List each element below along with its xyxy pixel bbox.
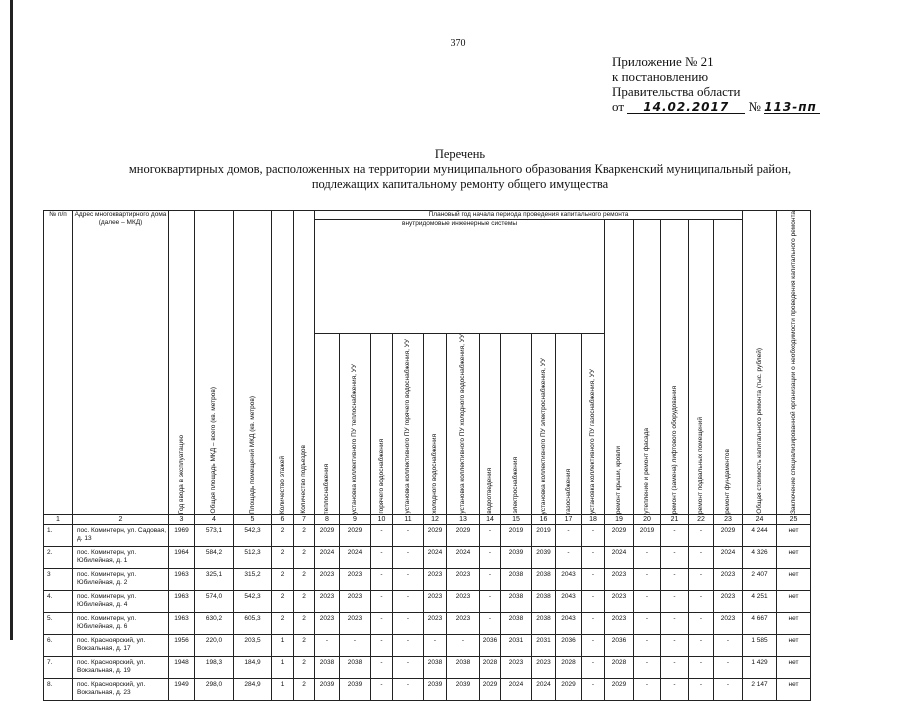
table-cell: -	[393, 679, 424, 701]
table-cell: 2043	[556, 591, 582, 613]
address-cell: пос. Коминтерн, ул. Юбилейная, д. 1	[73, 547, 169, 569]
table-cell: -	[480, 613, 501, 635]
table-cell: -	[689, 613, 714, 635]
table-cell: 573,1	[195, 525, 234, 547]
col-num: 19	[605, 515, 634, 525]
table-cell: -	[714, 657, 743, 679]
col-num: 8	[315, 515, 340, 525]
table-cell: 284,9	[234, 679, 272, 701]
row-number-cell: 8.	[44, 679, 73, 701]
table-cell: 4 667	[743, 613, 777, 635]
table-cell: 1964	[169, 547, 195, 569]
table-row	[44, 525, 811, 547]
header-electricity: электроснабжения	[501, 334, 532, 515]
table-cell: 2	[294, 613, 315, 635]
table-cell: -	[689, 547, 714, 569]
table-cell: 2029	[424, 525, 447, 547]
table-cell: -	[634, 679, 661, 701]
table-cell: 2024	[424, 547, 447, 569]
table-cell: -	[371, 613, 393, 635]
table-cell: -	[371, 635, 393, 657]
address-cell: пос. Коминтерн, ул. Юбилейная, д. 6	[73, 613, 169, 635]
table-cell: нет	[777, 547, 811, 569]
table-cell: -	[582, 635, 605, 657]
table-cell: -	[634, 591, 661, 613]
col-num: 13	[447, 515, 480, 525]
table-cell: -	[371, 525, 393, 547]
table-cell: -	[393, 547, 424, 569]
address-cell: пос. Коминтерн, ул. Юбилейная, д. 4	[73, 591, 169, 613]
address-cell: пос. Красноярский, ул. Вокзальная, д. 17	[73, 635, 169, 657]
header-basement: ремонт подвальных помещений	[689, 220, 714, 515]
table-cell: -	[393, 657, 424, 679]
header-foundation: ремонт фундаментов	[714, 220, 743, 515]
table-cell: 2036	[605, 635, 634, 657]
table-cell: 542,3	[234, 591, 272, 613]
table-cell: -	[689, 679, 714, 701]
header-conclusion: Заключение специализированной организации о необходимости проведения капитального ремонта	[777, 211, 811, 515]
table-cell: -	[714, 635, 743, 657]
table-cell: 1	[272, 657, 294, 679]
table-cell: 2038	[447, 657, 480, 679]
table-cell: -	[661, 547, 689, 569]
title-line-1: Перечень	[434, 147, 486, 161]
appendix-line-3: Правительства области	[612, 84, 741, 99]
col-num: 10	[371, 515, 393, 525]
table-cell: 2023	[315, 569, 340, 591]
table-cell: нет	[777, 613, 811, 635]
table-cell: 1969	[169, 525, 195, 547]
col-num: 16	[532, 515, 556, 525]
table-cell: -	[556, 525, 582, 547]
table-cell: 2039	[315, 679, 340, 701]
table-cell: -	[582, 679, 605, 701]
table-cell: 2024	[501, 679, 532, 701]
table-cell: 2028	[556, 657, 582, 679]
table-cell: 2039	[424, 679, 447, 701]
table-cell: 2	[272, 569, 294, 591]
table-cell: 2024	[605, 547, 634, 569]
table-cell: 220,0	[195, 635, 234, 657]
table-cell: 2039	[447, 679, 480, 701]
table-cell: -	[393, 613, 424, 635]
table-cell: -	[661, 657, 689, 679]
page-number: 370	[450, 38, 466, 49]
table-cell: нет	[777, 591, 811, 613]
col-num: 14	[480, 515, 501, 525]
table-cell: 2019	[634, 525, 661, 547]
table-cell: -	[393, 525, 424, 547]
table-cell: 2043	[556, 569, 582, 591]
table-cell: -	[582, 569, 605, 591]
table-cell: -	[315, 635, 340, 657]
col-num: 23	[714, 515, 743, 525]
table-cell: 2024	[714, 547, 743, 569]
col-num: 4	[195, 515, 234, 525]
table-cell: 315,2	[234, 569, 272, 591]
table-cell: 2038	[501, 591, 532, 613]
table-cell: -	[371, 569, 393, 591]
table-cell: 2024	[315, 547, 340, 569]
col-num: 21	[661, 515, 689, 525]
header-drainage: водоотведения	[480, 334, 501, 515]
address-cell: пос. Коминтерн, ул. Садовая, д. 13	[73, 525, 169, 547]
table-cell: 2023	[714, 569, 743, 591]
col-num: 5	[234, 515, 272, 525]
table-cell: -	[689, 569, 714, 591]
table-cell: -	[371, 547, 393, 569]
table-cell: 2029	[714, 525, 743, 547]
table-cell: 542,3	[234, 525, 272, 547]
table-cell: 2023	[501, 657, 532, 679]
table-cell: 584,2	[195, 547, 234, 569]
table-cell: 2023	[605, 591, 634, 613]
table-cell: 2	[272, 547, 294, 569]
table-cell: 2029	[315, 525, 340, 547]
table-cell: 2023	[340, 591, 371, 613]
header-gas: газоснабжения	[556, 334, 582, 515]
table-cell: 2	[294, 569, 315, 591]
table-cell: -	[424, 635, 447, 657]
table-cell: 1963	[169, 569, 195, 591]
appendix-line-2: к постановлению	[612, 69, 709, 84]
table-cell: -	[340, 635, 371, 657]
header-roof: ремонт крыши, кровли	[605, 220, 634, 515]
col-num: 7	[294, 515, 315, 525]
header-hot-water: горячего водоснабжения	[371, 334, 393, 515]
table-cell: 2038	[532, 591, 556, 613]
table-cell: 198,3	[195, 657, 234, 679]
table-cell: 1948	[169, 657, 195, 679]
row-number-cell: 5.	[44, 613, 73, 635]
header-floors: Количество этажей	[272, 211, 294, 515]
document-title	[60, 147, 860, 192]
table-cell: 4 326	[743, 547, 777, 569]
col-num: 20	[634, 515, 661, 525]
table-cell: 2024	[340, 547, 371, 569]
table-cell: -	[393, 569, 424, 591]
table-cell: -	[582, 657, 605, 679]
table-cell: -	[661, 591, 689, 613]
table-cell: 2028	[480, 657, 501, 679]
table-body	[44, 525, 811, 701]
table-cell: 2023	[315, 613, 340, 635]
appendix-line-1: Приложение № 21	[612, 54, 714, 69]
col-num: 2	[73, 515, 169, 525]
header-gas-meter: установка коллективного ПУ газоснабжения, УУ	[582, 334, 605, 515]
table-cell: 2039	[532, 547, 556, 569]
table-cell: 2029	[340, 525, 371, 547]
table-cell: -	[371, 679, 393, 701]
table-cell: 2019	[501, 525, 532, 547]
table-cell: 1963	[169, 613, 195, 635]
table-cell: 2019	[532, 525, 556, 547]
table-cell: -	[480, 547, 501, 569]
table-cell: -	[689, 657, 714, 679]
header-heating: теплоснабжения	[315, 334, 340, 515]
table-cell: -	[661, 569, 689, 591]
table-cell: 2 147	[743, 679, 777, 701]
table-row	[44, 635, 811, 657]
number-prefix: №	[748, 99, 761, 114]
table-cell: 2023	[340, 613, 371, 635]
table-cell: -	[689, 591, 714, 613]
header-electricity-meter: установка коллективного ПУ электроснабжения, УУ	[532, 334, 556, 515]
table-cell: -	[661, 635, 689, 657]
table-cell: -	[480, 569, 501, 591]
table-cell: 1949	[169, 679, 195, 701]
table-cell: 2	[294, 525, 315, 547]
col-num: 1	[44, 515, 73, 525]
table-cell: 1	[272, 679, 294, 701]
table-cell: 4 244	[743, 525, 777, 547]
row-number-cell: 4.	[44, 591, 73, 613]
table-cell: 2023	[447, 569, 480, 591]
header-elevator: ремонт (замена) лифтового оборудования	[661, 220, 689, 515]
table-cell: -	[661, 679, 689, 701]
table-cell: 2 407	[743, 569, 777, 591]
table-cell: -	[634, 547, 661, 569]
address-cell: пос. Красноярский, ул. Вокзальная, д. 23	[73, 679, 169, 701]
header-hot-water-meter: установка коллективного ПУ горячего водоснабжения, УУ	[393, 334, 424, 515]
table-cell: 2036	[480, 635, 501, 657]
table-row	[44, 657, 811, 679]
header-year-built: Год ввода в эксплуатацию	[169, 211, 195, 515]
table-cell: 2029	[556, 679, 582, 701]
table-cell: 1 585	[743, 635, 777, 657]
housing-register-table	[43, 210, 811, 701]
header-num: № п/п	[44, 211, 73, 515]
table-cell: 2	[272, 525, 294, 547]
table-cell: -	[634, 613, 661, 635]
table-cell: 2038	[501, 569, 532, 591]
table-cell: 2023	[605, 569, 634, 591]
table-cell: 2036	[556, 635, 582, 657]
table-cell: 2029	[605, 679, 634, 701]
table-cell: -	[634, 635, 661, 657]
table-cell: -	[661, 525, 689, 547]
header-address: Адрес многоквартирного дома (далее – МКД)	[73, 211, 169, 515]
table-cell: 2	[294, 679, 315, 701]
table-cell: 1956	[169, 635, 195, 657]
appendix-date-line	[612, 99, 820, 114]
date-value: 14.02.2017	[627, 101, 745, 114]
row-number-cell: 6.	[44, 635, 73, 657]
header-planned-year: Плановый год начала периода проведения капитального ремонта	[315, 211, 743, 220]
table-row	[44, 547, 811, 569]
header-entrances: Количество подъездов	[294, 211, 315, 515]
table-cell: 2023	[714, 613, 743, 635]
table-cell: 203,5	[234, 635, 272, 657]
table-row	[44, 591, 811, 613]
table-cell: 630,2	[195, 613, 234, 635]
table-cell: 1 429	[743, 657, 777, 679]
table-cell: 2	[272, 613, 294, 635]
table-row	[44, 679, 811, 701]
table-cell: 2028	[605, 657, 634, 679]
title-line-2: многоквартирных домов, расположенных на территории муниципального образования Кваркенский муниципальный район,	[128, 162, 792, 176]
table-cell: 2024	[532, 679, 556, 701]
date-prefix: от	[612, 99, 625, 114]
table-cell: 1963	[169, 591, 195, 613]
table-cell: -	[371, 591, 393, 613]
table-cell: 574,0	[195, 591, 234, 613]
table-cell: 2023	[424, 569, 447, 591]
column-number-row	[44, 515, 811, 525]
table-cell: -	[556, 547, 582, 569]
table-row	[44, 613, 811, 635]
col-num: 18	[582, 515, 605, 525]
table-cell: 2024	[447, 547, 480, 569]
col-num: 6	[272, 515, 294, 525]
table-cell: 2031	[532, 635, 556, 657]
header-cold-water: холодного водоснабжения	[424, 334, 447, 515]
table-cell: 2029	[480, 679, 501, 701]
table-cell: 2039	[501, 547, 532, 569]
table-cell: -	[582, 547, 605, 569]
table-cell: 2038	[501, 613, 532, 635]
table-cell: 2023	[315, 591, 340, 613]
table-cell: -	[447, 635, 480, 657]
table-cell: 2038	[532, 613, 556, 635]
row-number-cell: 7.	[44, 657, 73, 679]
table-cell: -	[393, 635, 424, 657]
table-cell: 2039	[340, 679, 371, 701]
table-row	[44, 569, 811, 591]
table-cell: нет	[777, 635, 811, 657]
table-cell: 2023	[714, 591, 743, 613]
table-cell: 2023	[605, 613, 634, 635]
table-cell: нет	[777, 569, 811, 591]
table-cell: -	[582, 525, 605, 547]
address-cell: пос. Красноярский, ул. Вокзальная, д. 19	[73, 657, 169, 679]
table-cell: -	[689, 525, 714, 547]
table-cell: -	[480, 591, 501, 613]
table-cell: 2023	[340, 569, 371, 591]
row-number-cell: 3	[44, 569, 73, 591]
table-cell: -	[480, 525, 501, 547]
table-cell: 2029	[447, 525, 480, 547]
table-cell: 2043	[556, 613, 582, 635]
table-cell: 325,1	[195, 569, 234, 591]
table-cell: 298,0	[195, 679, 234, 701]
table-cell: 1	[272, 635, 294, 657]
table-cell: -	[634, 569, 661, 591]
header-internal-systems: внутридомовые инженерные системы	[315, 220, 605, 334]
table-cell: нет	[777, 679, 811, 701]
table-cell: -	[393, 591, 424, 613]
table-cell: 2023	[532, 657, 556, 679]
table-cell: 2	[294, 591, 315, 613]
address-cell: пос. Коминтерн, ул. Юбилейная, д. 2	[73, 569, 169, 591]
scan-edge-line	[10, 0, 13, 640]
table-cell: -	[582, 613, 605, 635]
appendix-block	[612, 54, 820, 114]
header-total-area: Общая площадь МКД – всего (кв. метров)	[195, 211, 234, 515]
table-cell: 2023	[447, 613, 480, 635]
table-cell: -	[661, 613, 689, 635]
table-cell: 184,9	[234, 657, 272, 679]
table-cell: 2029	[605, 525, 634, 547]
table-cell: 2	[272, 591, 294, 613]
col-num: 22	[689, 515, 714, 525]
header-total-cost: Общая стоимость капитального ремонта (тыс. рублей)	[743, 211, 777, 515]
col-num: 25	[777, 515, 811, 525]
table-cell: -	[634, 657, 661, 679]
table-cell: 512,3	[234, 547, 272, 569]
table-cell: 2023	[424, 613, 447, 635]
table-cell: 2023	[424, 591, 447, 613]
row-number-cell: 2.	[44, 547, 73, 569]
table-cell: 2	[294, 657, 315, 679]
table-cell: 2	[294, 635, 315, 657]
table-cell: 2038	[315, 657, 340, 679]
col-num: 24	[743, 515, 777, 525]
row-number-cell: 1.	[44, 525, 73, 547]
number-value: 113-пп	[764, 101, 820, 114]
table-cell: нет	[777, 657, 811, 679]
title-line-3: подлежащих капитальному ремонту общего имущества	[311, 177, 609, 191]
table-cell: -	[689, 635, 714, 657]
col-num: 17	[556, 515, 582, 525]
table-cell: 2038	[532, 569, 556, 591]
table-cell: 605,3	[234, 613, 272, 635]
table-cell: 2	[294, 547, 315, 569]
header-heating-meter: установка коллективного ПУ теплоснабжения, УУ	[340, 334, 371, 515]
table-cell: нет	[777, 525, 811, 547]
table-cell: 2031	[501, 635, 532, 657]
header-cold-water-meter: установка коллективного ПУ холодного водоснабжения, УУ	[447, 334, 480, 515]
col-num: 12	[424, 515, 447, 525]
table-cell: -	[582, 591, 605, 613]
col-num: 9	[340, 515, 371, 525]
col-num: 3	[169, 515, 195, 525]
table-cell: 2023	[447, 591, 480, 613]
table-cell: 2038	[340, 657, 371, 679]
col-num: 11	[393, 515, 424, 525]
col-num: 15	[501, 515, 532, 525]
table-cell: 4 251	[743, 591, 777, 613]
header-facade: утепление и ремонт фасада	[634, 220, 661, 515]
table-cell: -	[371, 657, 393, 679]
header-premises-area: Площадь помещений МКД (кв. метров)	[234, 211, 272, 515]
table-cell: 2038	[424, 657, 447, 679]
table-cell: -	[714, 679, 743, 701]
